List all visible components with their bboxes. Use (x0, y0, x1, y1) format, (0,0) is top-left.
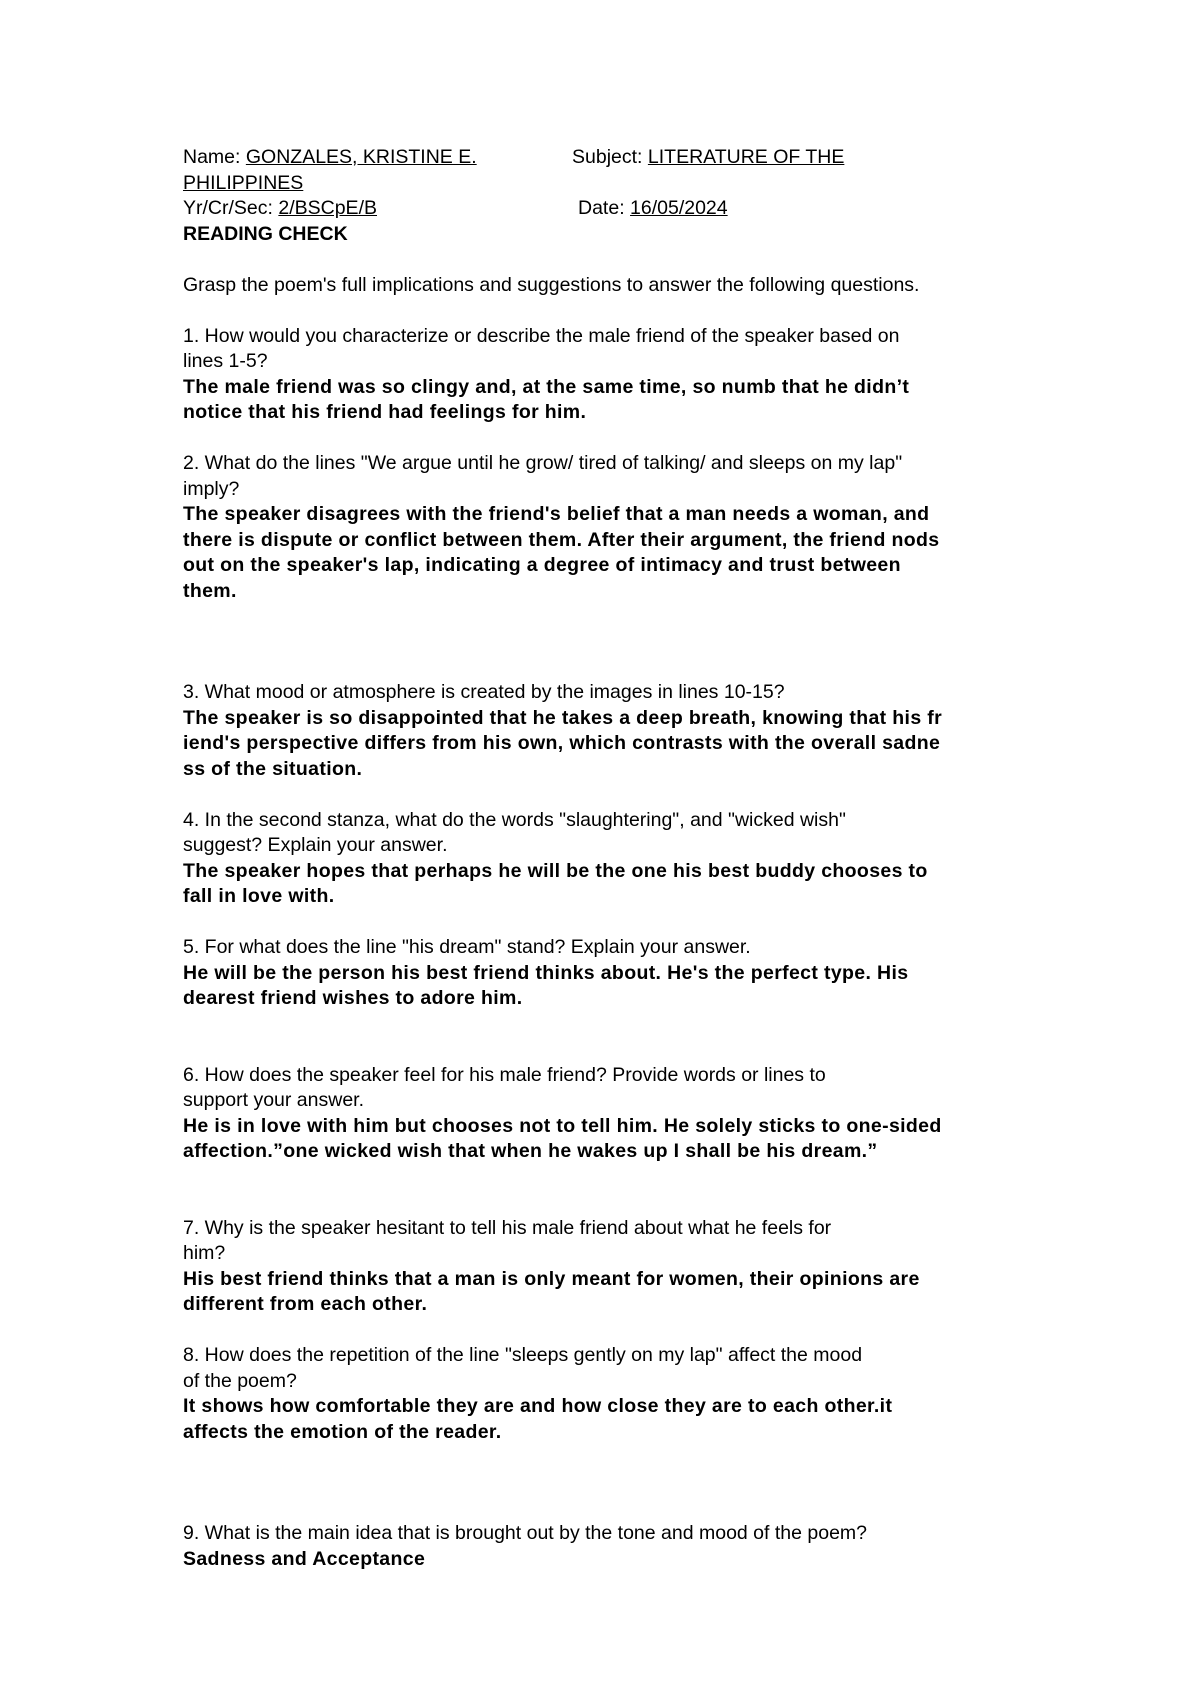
worksheet-page (183, 145, 1053, 1572)
subject-value: LITERATURE OF THE (647, 146, 845, 168)
answer-line: there is dispute or conflict between them. After their argument, the friend nods (183, 528, 940, 551)
question-item-3 (183, 680, 1053, 782)
question-item-1 (183, 324, 1053, 426)
question-line: 2. What do the lines "We argue until he grow/ tired of talking/ and sleeps on my lap" (183, 452, 903, 474)
answer-line: His best friend thinks that a man is only meant for women, their opinions are (183, 1267, 920, 1290)
date-label: Date: (578, 197, 631, 219)
name-label: Name: (183, 146, 246, 168)
subject-value-continued: PHILIPPINES (183, 171, 304, 194)
question-item-7 (183, 1216, 1053, 1318)
document-title: READING CHECK (183, 222, 348, 245)
question-list (183, 324, 1053, 1573)
question-line: of the poem? (183, 1369, 297, 1392)
date-value: 16/05/2024 (630, 197, 728, 219)
header-row-2 (183, 171, 1053, 197)
answer-line: affects the emotion of the reader. (183, 1420, 502, 1443)
question-line: 7. Why is the speaker hesitant to tell his male friend about what he feels for (183, 1216, 832, 1239)
answer-line: dearest friend wishes to adore him. (183, 987, 523, 1009)
question-line: him? (183, 1242, 226, 1264)
question-item-4 (183, 808, 1053, 910)
instructions: Grasp the poem's full implications and suggestions to answer the following questions. (183, 273, 920, 296)
question-item-2 (183, 451, 1053, 604)
answer-line: The speaker is so disappointed that he takes a deep breath, knowing that his fr (183, 706, 943, 729)
question-line: 9. What is the main idea that is brought out by the tone and mood of the poem? (183, 1522, 868, 1544)
answer-line: fall in love with. (183, 885, 335, 907)
answer-line: affection.”one wicked wish that when he wakes up I shall be his dream.” (183, 1140, 878, 1162)
question-line: 5. For what does the line "his dream" stand? Explain your answer. (183, 936, 751, 958)
answer-line: He is in love with him but chooses not to tell him. He solely sticks to one-sided (183, 1114, 942, 1137)
answer-line: He will be the person his best friend thinks about. He's the perfect type. His (183, 961, 909, 984)
question-line: lines 1-5? (183, 350, 268, 372)
section-value: 2/BSCpE/B (278, 197, 377, 219)
answer-line: iend's perspective differs from his own, which contrasts with the overall sadne (183, 732, 941, 754)
answer-line: out on the speaker's lap, indicating a degree of intimacy and trust between (183, 554, 901, 576)
answer-line: them. (183, 579, 237, 602)
question-line: support your answer. (183, 1089, 365, 1111)
question-item-6 (183, 1063, 1053, 1165)
question-item-9 (183, 1521, 1053, 1572)
question-item-5 (183, 935, 1053, 1012)
answer-line: The speaker disagrees with the friend's belief that a man needs a woman, and (183, 503, 930, 525)
question-line: 3. What mood or atmosphere is created by the images in lines 10-15? (183, 681, 785, 703)
answer-line: The male friend was so clingy and, at the same time, so numb that he didn’t (183, 375, 910, 398)
header-row-1 (183, 145, 1053, 171)
question-line: 6. How does the speaker feel for his male friend? Provide words or lines to (183, 1063, 826, 1086)
header-row-3 (183, 196, 1053, 222)
question-line: 4. In the second stanza, what do the words "slaughtering", and "wicked wish" (183, 808, 846, 831)
answer-line: notice that his friend had feelings for him. (183, 401, 587, 423)
answer-line: Sadness and Acceptance (183, 1547, 426, 1570)
question-item-8 (183, 1343, 1053, 1445)
question-line: imply? (183, 477, 240, 500)
name-value: GONZALES, KRISTINE E. (245, 146, 477, 168)
answer-line: The speaker hopes that perhaps he will be the one his best buddy chooses to (183, 859, 928, 882)
subject-label: Subject: (572, 146, 648, 168)
subject-field (572, 145, 844, 171)
answer-line: different from each other. (183, 1293, 428, 1315)
question-line: 8. How does the repetition of the line "sleeps gently on my lap" affect the mood (183, 1344, 863, 1366)
date-field (578, 196, 728, 222)
answer-line: ss of the situation. (183, 757, 363, 780)
answer-line: It shows how comfortable they are and how close they are to each other.it (183, 1395, 893, 1417)
section-label: Yr/Cr/Sec: (183, 197, 279, 219)
question-line: suggest? Explain your answer. (183, 834, 448, 856)
question-line: 1. How would you characterize or describe the male friend of the speaker based on (183, 324, 900, 347)
